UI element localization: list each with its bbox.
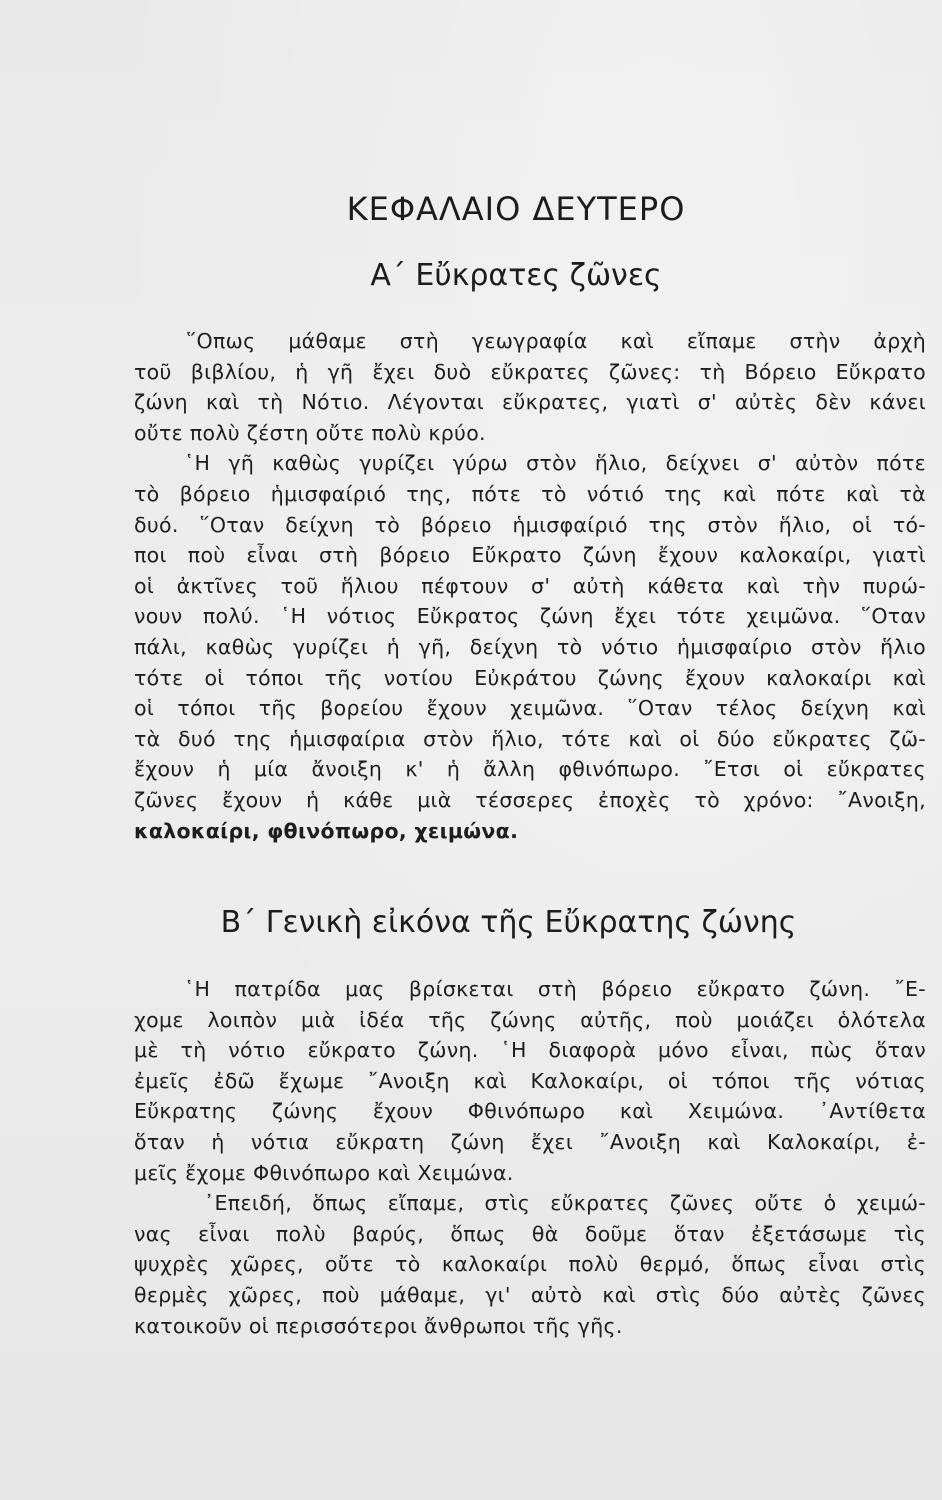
section-b-body — [134, 974, 926, 1341]
text-line: ζώνη καὶ τὴ Νότιο. Λέγονται εὔκρατες, γιατὶ σ' αὐτὲς δὲν κάνει — [134, 390, 926, 415]
text-line: ἐμεῖς ἐδῶ ἔχωμε ῎Ανοιξη καὶ Καλοκαίρι, οἱ τόποι τῆς νότιας — [134, 1068, 926, 1093]
text-line: οὔτε πολὺ ζέστη οὔτε πολὺ κρύο. — [134, 420, 486, 445]
text-line: νας εἶναι πολὺ βαρύς, ὅπως θὰ δοῦμε ὅταν ἐξετάσωμε τὶς — [134, 1221, 926, 1246]
text-line: χομε λοιπὸν μιὰ ἰδέα τῆς ζώνης αὐτῆς, ποὺ μοιάζει ὁλότελα — [134, 1007, 926, 1032]
text-line: τὰ δυό της ἡμισφαίρια στὸν ἥλιο, τότε καὶ οἱ δύο εὔκρατες ζῶ- — [134, 726, 926, 751]
text-line: τότε οἱ τόποι τῆς νοτίου Εὐκράτου ζώνης ἔχουν καλοκαίρι καὶ — [134, 665, 926, 690]
text-line: ῞Οπως μάθαμε στὴ γεωγραφία καὶ εἴπαμε στὴν ἀρχὴ — [186, 329, 926, 353]
text-line: οἱ ἀκτῖνες τοῦ ἥλιου πέφτουν σ' αὐτὴ κάθετα καὶ τὴν πυρώ- — [134, 573, 926, 598]
text-line: οἱ τόποι τῆς βορείου ἔχουν χειμῶνα. ῞Οταν τέλος δείχνη καὶ — [134, 696, 926, 721]
section-a-body — [134, 326, 926, 846]
section-a-title: Α΄ Εὔκρατες ζῶνες — [370, 258, 662, 293]
text-line: πάλι, καθὼς γυρίζει ἡ γῆ, δείχνη τὸ νότιο ἡμισφαίριο στὸν ἥλιο — [134, 634, 926, 659]
text-line: δυό. ῞Οταν δείχνη τὸ βόρειο ἡμισφαίριό της στὸν ἥλιο, οἱ τό- — [134, 512, 926, 537]
text-line: ῾Η πατρίδα μας βρίσκεται στὴ βόρειο εὔκρατο ζώνη. ῎Ε- — [184, 977, 926, 1001]
text-line: καλοκαίρι, φθινόπωρο, χειμώνα. — [134, 818, 519, 843]
text-line: θερμὲς χῶρες, ποὺ μάθαμε, γι' αὐτὸ καὶ στὶς δύο αὐτὲς ζῶνες — [134, 1282, 926, 1307]
text-line: ψυχρὲς χῶρες, οὔτε τὸ καλοκαίρι πολὺ θερμό, ὅπως εἶναι στὶς — [134, 1252, 926, 1277]
text-line: τὸ βόρειο ἡμισφαίριό της, πότε τὸ νότιό της καὶ πότε καὶ τὰ — [134, 481, 926, 506]
text-line: μεῖς ἔχομε Φθινόπωρο καὶ Χειμώνα. — [134, 1160, 514, 1185]
section-b-title: Β΄ Γενικὴ εἰκόνα τῆς Εὔκρατης ζώνης — [220, 905, 797, 940]
chapter-title: ΚΕΦΑΛΑΙΟ ΔΕΥΤΕΡΟ — [346, 190, 686, 228]
text-line: Εὔκρατης ζώνης ἔχουν Φθινόπωρο καὶ Χειμώνα. ᾿Αντίθετα — [134, 1099, 926, 1124]
text-line: ζῶνες ἔχουν ἡ κάθε μιὰ τέσσερες ἐποχὲς τὸ χρόνο: ῎Ανοιξη, — [134, 787, 926, 812]
text-line: τοῦ βιβλίου, ἡ γῆ ἔχει δυὸ εὔκρατες ζῶνες: τὴ Βόρειο Εὔκρατο — [134, 359, 926, 384]
text-line: νουν πολύ. ῾Η νότιος Εὔκρατος ζώνη ἔχει τότε χειμῶνα. ῞Οταν — [134, 604, 926, 629]
text-line: ποι ποὺ εἶναι στὴ βόρειο Εὔκρατο ζώνη ἔχουν καλοκαίρι, γιατὶ — [134, 543, 926, 568]
text-line: μὲ τὴ νότιο εὔκρατο ζώνη. ῾Η διαφορὰ μόνο εἶναι, πὼς ὅταν — [134, 1038, 926, 1063]
text-line: κατοικοῦν οἱ περισσότεροι ἄνθρωποι τῆς γῆς. — [134, 1313, 623, 1338]
text-line: ὅταν ἡ νότια εὔκρατη ζώνη ἔχει ῎Ανοιξη καὶ Καλοκαίρι, ἐ- — [134, 1129, 926, 1154]
text-line: ἔχουν ἡ μία ἄνοιξη κ' ἡ ἄλλη φθινόπωρο. ῎Ετσι οἱ εὔκρατες — [134, 757, 926, 782]
text-line: ῾Η γῆ καθὼς γυρίζει γύρω στὸν ἥλιο, δείχνει σ' αὐτὸν πότε — [184, 451, 926, 476]
text-line: ᾿Επειδή, ὅπως εἴπαμε, στὶς εὔκρατες ζῶνες οὔτε ὁ χειμώ- — [204, 1191, 926, 1216]
